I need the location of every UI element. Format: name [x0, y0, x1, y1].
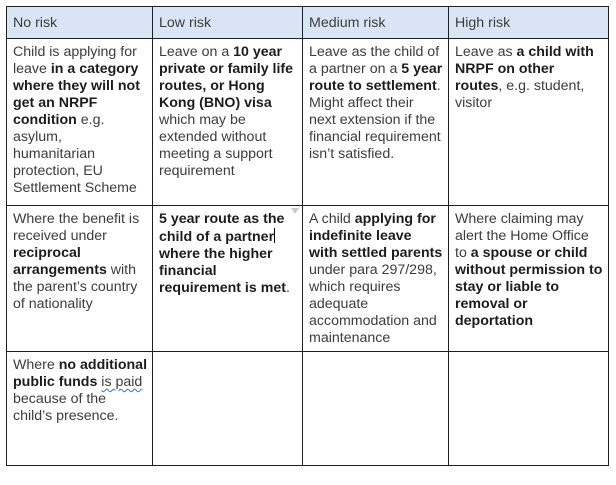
cell-text: .	[285, 280, 290, 296]
header-row	[7, 7, 609, 39]
table-cell[interactable]	[303, 39, 449, 206]
cell-text: A child	[309, 211, 355, 227]
table-cell-active[interactable]	[153, 206, 303, 352]
cell-text: which may be extended without meeting a support requirement	[159, 112, 273, 179]
cell-text: because of the child’s presence.	[13, 391, 119, 424]
underlined-text: is paid	[101, 374, 143, 390]
table-row	[7, 206, 609, 352]
cell-text: , e.g. student, visitor	[455, 78, 585, 111]
bold-text: in a category where they will not get an NRPF condition	[13, 61, 140, 128]
bold-text: applying for indefinite leave with settled parents	[309, 211, 443, 261]
table-cell-empty[interactable]	[303, 352, 449, 466]
cell-text: Leave as the child of a partner on a	[309, 44, 440, 77]
cell-content	[159, 211, 297, 297]
bold-text: a spouse or child without permission to stay or liable to removal or deportation	[455, 245, 603, 329]
header-medium-risk[interactable]: Medium risk	[303, 7, 449, 39]
bold-text: no additional public funds	[13, 357, 148, 390]
text-cursor	[274, 228, 275, 243]
bold-text: a child with NRPF on other routes	[455, 44, 594, 94]
bold-text: reciprocal arrangements	[13, 245, 107, 278]
bold-text: 10 year private or family life routes, or Hong Kong (BNO) visa	[159, 44, 294, 111]
cell-text: e.g. asylum, humanitarian protection, EU Settlement Scheme	[13, 112, 137, 196]
table-cell[interactable]	[7, 206, 153, 352]
bold-text: 5 year route as the child of a partner	[159, 211, 285, 245]
cell-text: . Might affect their next extension if the financial requirement isn’t satisfied.	[309, 78, 441, 162]
table-cell[interactable]	[7, 352, 153, 466]
table-row	[7, 352, 609, 466]
table-cell[interactable]	[449, 206, 609, 352]
cell-text: under para 297/298, which requires adequate accommodation and maintenance	[309, 262, 437, 346]
table-cell-empty[interactable]	[449, 352, 609, 466]
header-high-risk[interactable]: High risk	[449, 7, 609, 39]
table-cell[interactable]	[153, 39, 303, 206]
cell-text: with the parent’s country of nationality	[13, 262, 138, 312]
table-cell-empty[interactable]	[153, 352, 303, 466]
cell-text: Leave as	[455, 44, 517, 60]
cell-text: Leave on a	[159, 44, 234, 60]
table-cell[interactable]	[7, 39, 153, 206]
cell-text: Child is applying for leave	[13, 44, 137, 77]
cell-text: Where the benefit is received under	[13, 211, 140, 244]
comment-marker-icon[interactable]	[291, 208, 299, 214]
bold-text: 5 year route to settlement	[309, 61, 443, 94]
table-cell[interactable]	[449, 39, 609, 206]
cell-text: Where	[13, 357, 59, 373]
cell-text: Where claiming may alert the Home Office to	[455, 211, 589, 261]
risk-table	[6, 6, 609, 466]
table-cell[interactable]	[303, 206, 449, 352]
header-no-risk[interactable]: No risk	[7, 7, 153, 39]
table-row	[7, 39, 609, 206]
header-low-risk[interactable]: Low risk	[153, 7, 303, 39]
bold-text: where the higher financial requirement is met	[159, 246, 286, 296]
